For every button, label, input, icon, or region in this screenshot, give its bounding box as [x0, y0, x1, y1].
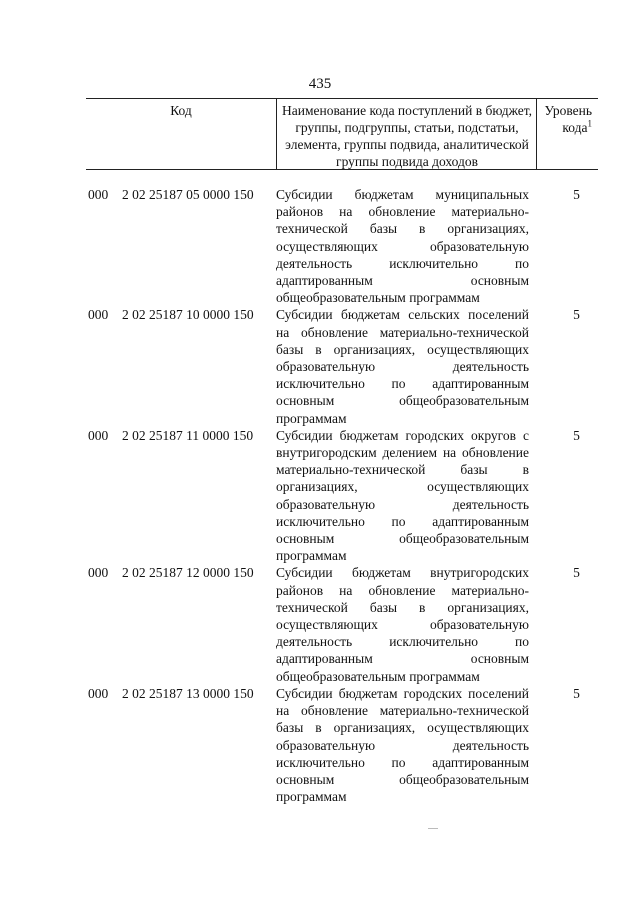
table-body: [86, 186, 598, 805]
header-name-label: Наименование кода поступлений в бюджет, группы, подгруппы, статьи, подстатьи, элемента, группы подвида, аналитической группы подвида доходов: [281, 103, 532, 169]
table-header: [86, 98, 598, 170]
table-row: [86, 427, 598, 565]
row-level: 5: [573, 427, 580, 443]
header-level-footnote: 1: [587, 118, 592, 129]
row-income-name: Субсидии бюджетам муниципальных районов на обновление материально-технической базы в организациях, осуществляющих образовательную деятельность исключительно по адаптированным основным общеобразовательным программам: [276, 187, 529, 306]
row-income-code: 2 02 25187 13 0000 150: [122, 685, 254, 701]
row-income-name: Субсидии бюджетам городских поселений на обновление материально-технической базы в организациях, осуществляющих образовательную деятельность исключительно по адаптированным основным общеобразовательным программам: [276, 685, 529, 805]
row-admin-code: 000: [88, 187, 109, 202]
page-number: 435: [308, 76, 332, 92]
header-level-cell: [536, 99, 598, 169]
row-income-code: 2 02 25187 10 0000 150: [122, 307, 254, 323]
table-row: [86, 564, 598, 684]
scan-artifact: [428, 828, 438, 829]
row-income-name: Субсидии бюджетам городских округов с внутригородским делением на обновление материально-технической базы в организациях, осуществляющих образовательную деятельность исключительно по адаптированным основным общеобразовательным программам: [276, 427, 529, 564]
row-income-code: 2 02 25187 05 0000 150: [122, 187, 254, 202]
row-income-name: Субсидии бюджетам сельских поселений на обновление материально-технической базы в организациях, осуществляющих образовательную деятельность исключительно по адаптированным основным общеобразовательным программам: [276, 307, 529, 426]
row-admin-code: 000: [88, 685, 109, 701]
table-row: [86, 685, 598, 805]
row-admin-code: 000: [88, 565, 109, 581]
row-income-code: 2 02 25187 11 0000 150: [122, 427, 254, 443]
row-level: 5: [573, 187, 580, 202]
row-level: 5: [573, 685, 580, 701]
table-row: [86, 186, 598, 306]
row-income-code: 2 02 25187 12 0000 150: [122, 565, 254, 581]
header-code-label: Код: [170, 103, 192, 118]
header-code-cell: [86, 99, 276, 169]
row-admin-code: 000: [88, 427, 109, 443]
table-row: [86, 306, 598, 426]
header-level-label: Уровень кода: [544, 103, 592, 135]
header-name-cell: [276, 99, 537, 169]
row-admin-code: 000: [88, 307, 109, 323]
row-level: 5: [573, 565, 580, 581]
row-income-name: Субсидии бюджетам внутригородских районов на обновление материально-технической базы в организациях, осуществляющих образовательную деятельность исключительно по адаптированным основным общеобразовательным программам: [276, 565, 529, 684]
row-level: 5: [573, 307, 580, 323]
